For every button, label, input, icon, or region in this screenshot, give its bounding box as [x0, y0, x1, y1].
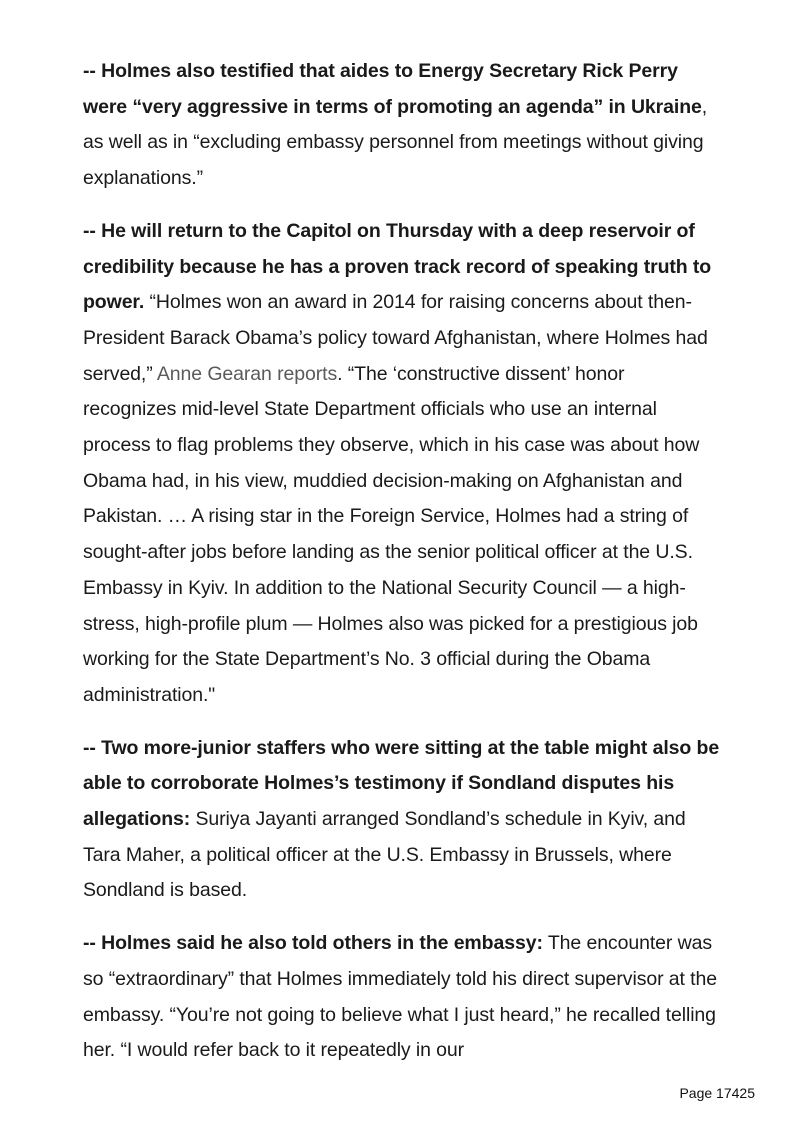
paragraph-lead: -- He will return to the Capitol on Thursday with a deep reservoir of credibility because he has a proven track record of speaking truth to power.	[83, 219, 712, 314]
paragraph-body: Suriya Jayanti arranged Sondland’s schedule in Kyiv, and Tara Maher, a political officer at the U.S. Embassy in Brussels, where Sondland is based.	[83, 808, 686, 902]
document-page	[83, 54, 723, 1086]
paragraph-credibility	[83, 214, 723, 714]
anne-gearan-reports-link[interactable]: Anne Gearan reports	[156, 362, 338, 385]
paragraph-body: “Holmes won an award in 2014 for raising concerns about then-President Barack Obama’s policy toward Afghanistan, where Holmes had served,”	[83, 291, 708, 385]
page-number: Page 17425	[679, 1085, 755, 1101]
paragraph-body: . “The ‘constructive dissent’ honor recognizes mid-level State Department officials who use an internal process to flag problems they observe, which in his case was about how Obama had, in his view, muddied decision-making on Afghanistan and Pakistan. … A rising star in the Foreign Service, Holmes had a string of sought-after jobs before landing as the senior political officer at the U.S. Embassy in Kyiv. In addition to the National Security Council — a high-stress, high-profile plum — Holmes also was picked for a prestigious job working for the State Department’s No. 3 official during the Obama administration."	[83, 362, 700, 706]
paragraph-lead: -- Holmes said he also told others in the embassy:	[83, 932, 543, 955]
paragraph-body: The encounter was so “extraordinary” that Holmes immediately told his direct supervisor at the embassy. “You’re not going to believe what I just heard,” he recalled telling her. “I would refer back to it repeatedly in our	[83, 932, 717, 1062]
paragraph-body: , as well as in “excluding embassy personnel from meetings without giving explanations.”	[83, 95, 708, 190]
paragraph-junior-staffers	[83, 731, 723, 910]
paragraph-lead: -- Holmes also testified that aides to Energy Secretary Rick Perry were “very aggressive in terms of promoting an agenda” in Ukraine	[83, 60, 702, 118]
paragraph-perry-aides	[83, 54, 723, 197]
paragraph-lead: -- Two more-junior staffers who were sitting at the table might also be able to corroborate Holmes’s testimony if Sondland disputes his allegations:	[83, 736, 720, 831]
paragraph-told-others	[83, 926, 723, 1069]
